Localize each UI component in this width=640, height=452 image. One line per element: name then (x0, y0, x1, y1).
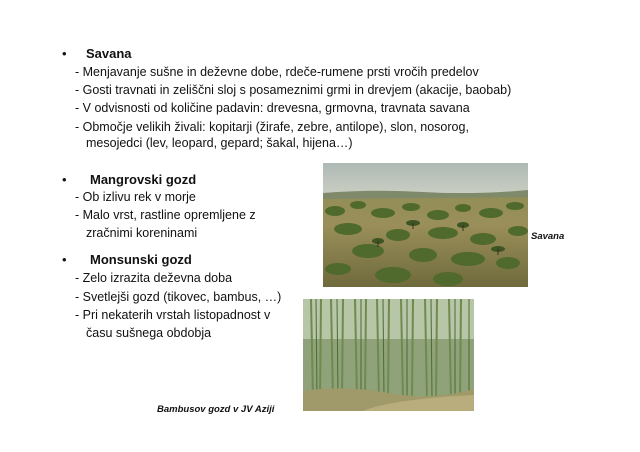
list-item: - Menjavanje sušne in deževne dobe, rdeče-rumene prsti vročih predelov (75, 65, 479, 79)
bullet-monsunski: • (62, 252, 67, 267)
list-item: - Zelo izrazita deževna doba (75, 271, 233, 285)
bamboo-forest-caption: Bambusov gozd v JV Aziji (157, 404, 275, 415)
bamboo-forest-photo (303, 299, 474, 411)
list-item: času sušnega obdobja (86, 326, 212, 340)
list-item: - Pri nekaterih vrstah listopadnost v (75, 308, 271, 322)
list-item: - Malo vrst, rastline opremljene z (75, 208, 256, 222)
section-title-monsunski-gozd: Monsunski gozd (90, 252, 192, 267)
bullet-savana: • (62, 46, 67, 61)
list-item: zračnimi koreninami (86, 226, 198, 240)
list-item: - Ob izlivu rek v morje (75, 190, 196, 204)
list-item: - Gosti travnati in zeliščni sloj s posameznimi grmi in drevjem (akacije, baobab) (75, 83, 512, 97)
section-title-mangrovski-gozd: Mangrovski gozd (90, 172, 197, 187)
list-item: mesojedci (lev, leopard, gepard; šakal, hijena…) (86, 136, 353, 150)
list-item: - V odvisnosti od količine padavin: drevesna, grmovna, travnata savana (75, 101, 470, 115)
bullet-mangrovski: • (62, 172, 67, 187)
list-item: - Svetlejši gozd (tikovec, bambus, …) (75, 290, 282, 304)
section-title-savana: Savana (86, 46, 132, 61)
list-item: - Območje velikih živali: kopitarji (žirafe, zebre, antilope), slon, nosorog, (75, 120, 469, 134)
savanna-photo (323, 163, 528, 287)
savanna-caption: Savana (531, 231, 565, 242)
